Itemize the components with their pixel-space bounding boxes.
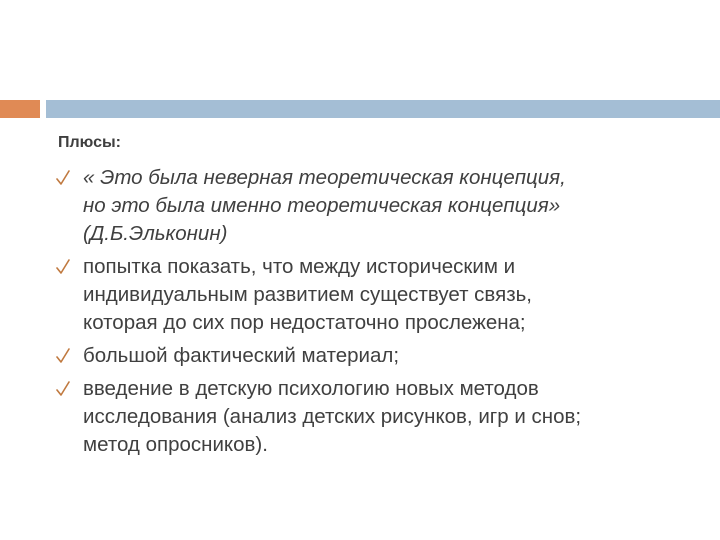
- accent-bar-orange: [0, 100, 40, 118]
- check-icon: [56, 381, 70, 397]
- check-icon: [56, 170, 70, 186]
- list-item: [56, 253, 706, 337]
- bullet-text: большой фактический материал;: [83, 344, 400, 367]
- accent-bar-blue: [46, 100, 720, 118]
- list-item: [56, 164, 706, 248]
- bullet-text: попытка показать, что между историческим и индивидуальным развитием существует связь, которая до сих пор недостаточно прослежена;: [83, 255, 532, 334]
- check-icon: [56, 348, 70, 364]
- list-item: [56, 375, 706, 459]
- check-icon: [56, 259, 70, 275]
- bullet-text: введение в детскую психологию новых методов исследования (анализ детских рисунков, игр и снов; метод опросников).: [83, 377, 582, 456]
- bullet-text: « Это была неверная теоретическая концепция, но это была именно теоретическая концепция» (Д.Б.Эльконин): [83, 166, 566, 245]
- slide-heading: Плюсы:: [58, 134, 122, 151]
- list-item: [56, 342, 706, 370]
- bullet-list: [56, 164, 706, 464]
